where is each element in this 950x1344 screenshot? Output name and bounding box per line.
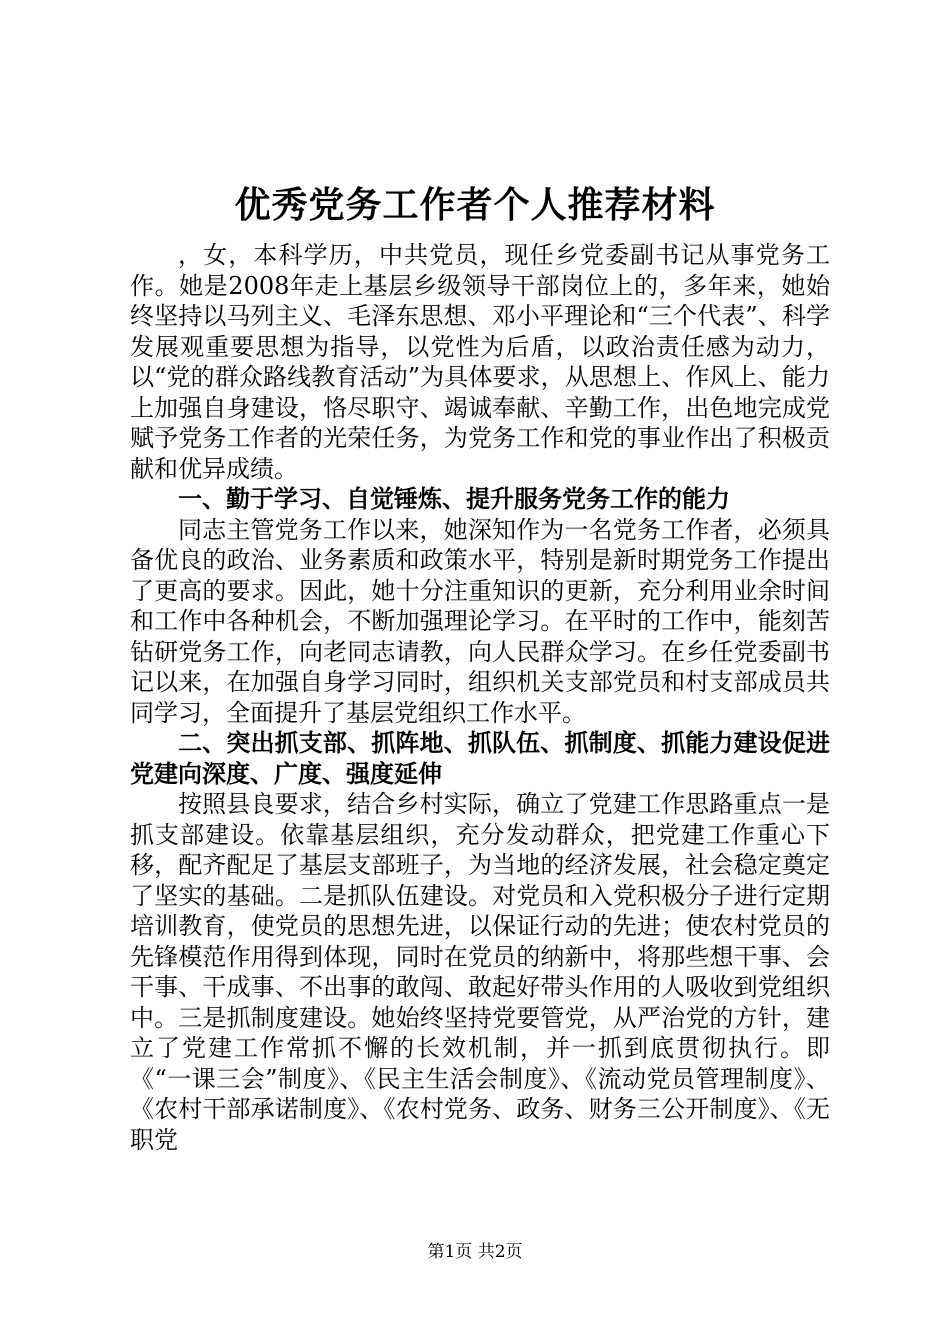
section-2-paragraph: 按照县良要求，结合乡村实际，确立了党建工作思路重点一是抓支部建设。依靠基层组织，充分发动群众，把党建工作重心下移，配齐配足了基层支部班子，为当地的经济发展，社会稳定奠定了坚实的基础。二是抓队伍建设。对党员和入党积极分子进行定期培训教育，使党员的思想先进，以保证行动的先进；使农村党员的先锋模范作用得到体现，同时在党员的纳新中，将那些想干事、会干事、干成事、不出事的敢闯、敢起好带头作用的人吸收到党组织中。三是抓制度建设。她始终坚持党要管党，从严治党的方针，建立了党建工作常抓不懈的长效机制，并一抓到底贯彻执行。即《“一课三会”制度》、《民主生活会制度》、《流动党员管理制度》、《农村干部承诺制度》、《农村党务、政务、财务三公开制度》、《无职党	[130, 790, 830, 1154]
page-number-footer: 第1页 共2页	[427, 1242, 523, 1262]
section-heading-1: 一、勤于学习、自觉锤炼、提升服务党务工作的能力	[178, 485, 730, 513]
document-title: 优秀党务工作者个人推荐材料	[234, 184, 716, 226]
section-heading-2: 二、突出抓支部、抓阵地、抓队伍、抓制度、抓能力建设促进党建向深度、广度、强度延伸	[130, 729, 830, 788]
intro-paragraph: ，女，本科学历，中共党员，现任乡党委副书记从事党务工作。她是2008年走上基层乡级领导干部岗位上的，多年来，她始终坚持以马列主义、毛泽东思想、邓小平理论和“三个代表”、科学发展观重要思想为指导，以党性为后盾，以政治责任感为动力，以“党的群众路线教育活动”为具体要求，从思想上、作风上、能力上加强自身建设，恪尽职守、竭诚奉献、辛勤工作，出色地完成党赋予党务工作者的光荣任务，为党务工作和党的事业作出了积极贡献和优异成绩。	[130, 241, 830, 483]
section-1-paragraph: 同志主管党务工作以来，她深知作为一名党务工作者，必须具备优良的政治、业务素质和政策水平，特别是新时期党务工作提出了更高的要求。因此，她十分注重知识的更新，充分利用业余时间和工作中各种机会，不断加强理论学习。在平时的工作中，能刻苦钻研党务工作，向老同志请教，向人民群众学习。在乡任党委副书记以来，在加强自身学习同时，组织机关支部党员和村支部成员共同学习，全面提升了基层党组织工作水平。	[130, 515, 830, 727]
document-body	[130, 240, 830, 1155]
